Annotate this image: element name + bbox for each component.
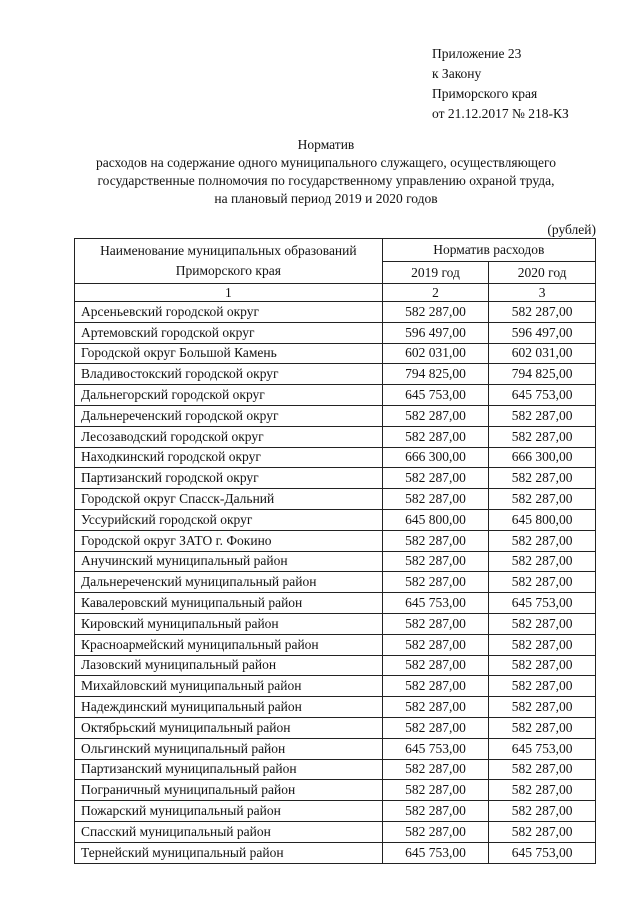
value-2019: 645 753,00 [382, 385, 489, 406]
unit-label: (рублей) [547, 222, 596, 237]
value-2020: 582 287,00 [489, 821, 596, 842]
appendix-line: к Закону [432, 66, 482, 81]
table-row [75, 322, 596, 343]
municipality-name: Городской округ Спасск-Дальний [75, 489, 383, 510]
municipality-name: Кавалеровский муниципальный район [75, 593, 383, 614]
municipality-name: Тернейский муниципальный район [75, 842, 383, 863]
municipality-name: Анучинский муниципальный район [75, 551, 383, 572]
value-2020: 582 287,00 [489, 468, 596, 489]
value-2020: 582 287,00 [489, 551, 596, 572]
norms-table [74, 238, 596, 864]
appendix-block [432, 44, 569, 124]
table-row [75, 655, 596, 676]
value-2019: 582 287,00 [382, 302, 489, 323]
document-title [40, 136, 612, 208]
value-2019: 582 287,00 [382, 697, 489, 718]
value-2020: 645 753,00 [489, 385, 596, 406]
municipality-name: Лесозаводский городской округ [75, 426, 383, 447]
municipality-name: Пограничный муниципальный район [75, 780, 383, 801]
value-2019: 582 287,00 [382, 572, 489, 593]
value-2020: 582 287,00 [489, 302, 596, 323]
value-2019: 645 753,00 [382, 593, 489, 614]
value-2019: 582 287,00 [382, 655, 489, 676]
table-row [75, 759, 596, 780]
table-row [75, 364, 596, 385]
value-2020: 582 287,00 [489, 697, 596, 718]
header-year-2020: 2020 год [489, 261, 596, 284]
municipality-name: Дальнегорский городской округ [75, 385, 383, 406]
value-2019: 582 287,00 [382, 780, 489, 801]
value-2020: 582 287,00 [489, 717, 596, 738]
value-2020: 666 300,00 [489, 447, 596, 468]
table-row [75, 738, 596, 759]
title-line: государственные полномочия по государственному управлению охраной труда, [97, 173, 555, 188]
value-2020: 582 287,00 [489, 634, 596, 655]
table-row [75, 343, 596, 364]
value-2019: 582 287,00 [382, 717, 489, 738]
value-2019: 582 287,00 [382, 551, 489, 572]
value-2019: 645 753,00 [382, 842, 489, 863]
value-2020: 582 287,00 [489, 405, 596, 426]
header-year-2019: 2019 год [382, 261, 489, 284]
value-2020: 645 753,00 [489, 738, 596, 759]
value-2019: 645 753,00 [382, 738, 489, 759]
value-2020: 582 287,00 [489, 801, 596, 822]
value-2020: 645 753,00 [489, 593, 596, 614]
municipality-name: Лазовский муниципальный район [75, 655, 383, 676]
table-row [75, 530, 596, 551]
value-2019: 794 825,00 [382, 364, 489, 385]
municipality-name: Городской округ ЗАТО г. Фокино [75, 530, 383, 551]
value-2019: 582 287,00 [382, 530, 489, 551]
table-row [75, 780, 596, 801]
table-row [75, 447, 596, 468]
municipality-name: Кировский муниципальный район [75, 613, 383, 634]
municipality-name: Надеждинский муниципальный район [75, 697, 383, 718]
value-2020: 582 287,00 [489, 530, 596, 551]
municipality-name: Дальнереченский городской округ [75, 405, 383, 426]
municipality-name: Арсеньевский городской округ [75, 302, 383, 323]
value-2019: 582 287,00 [382, 801, 489, 822]
table-row [75, 634, 596, 655]
table-row [75, 697, 596, 718]
value-2020: 645 800,00 [489, 509, 596, 530]
municipality-name: Красноармейский муниципальный район [75, 634, 383, 655]
value-2019: 582 287,00 [382, 405, 489, 426]
table-row [75, 426, 596, 447]
col-number-3: 3 [489, 284, 596, 302]
col-number-2: 2 [382, 284, 489, 302]
table-row [75, 509, 596, 530]
header-name: Наименование муниципальных образований Приморского края [75, 239, 383, 284]
value-2020: 582 287,00 [489, 613, 596, 634]
value-2020: 602 031,00 [489, 343, 596, 364]
appendix-line: Приложение 23 [432, 46, 522, 61]
table-row [75, 593, 596, 614]
value-2020: 582 287,00 [489, 489, 596, 510]
table-row [75, 302, 596, 323]
table-row [75, 551, 596, 572]
municipality-name: Дальнереченский муниципальный район [75, 572, 383, 593]
table-row [75, 385, 596, 406]
municipality-name: Артемовский городской округ [75, 322, 383, 343]
title-line: на плановый период 2019 и 2020 годов [214, 191, 438, 206]
table-row [75, 489, 596, 510]
value-2019: 582 287,00 [382, 821, 489, 842]
value-2019: 596 497,00 [382, 322, 489, 343]
table-body [75, 302, 596, 864]
table-row [75, 405, 596, 426]
municipality-name: Уссурийский городской округ [75, 509, 383, 530]
value-2019: 666 300,00 [382, 447, 489, 468]
value-2019: 645 800,00 [382, 509, 489, 530]
value-2019: 582 287,00 [382, 489, 489, 510]
table-row [75, 842, 596, 863]
table-row [75, 572, 596, 593]
table-row [75, 468, 596, 489]
value-2019: 582 287,00 [382, 426, 489, 447]
value-2020: 582 287,00 [489, 655, 596, 676]
value-2020: 645 753,00 [489, 842, 596, 863]
value-2019: 602 031,00 [382, 343, 489, 364]
table-row [75, 821, 596, 842]
municipality-name: Пожарский муниципальный район [75, 801, 383, 822]
municipality-name: Городской округ Большой Камень [75, 343, 383, 364]
value-2020: 794 825,00 [489, 364, 596, 385]
municipality-name: Партизанский городской округ [75, 468, 383, 489]
appendix-line: от 21.12.2017 № 218-КЗ [432, 106, 569, 121]
municipality-name: Октябрьский муниципальный район [75, 717, 383, 738]
value-2019: 582 287,00 [382, 468, 489, 489]
title-line: расходов на содержание одного муниципального служащего, осуществляющего [95, 155, 556, 170]
title-line: Норматив [297, 137, 355, 152]
table-row [75, 717, 596, 738]
value-2020: 582 287,00 [489, 780, 596, 801]
value-2020: 582 287,00 [489, 676, 596, 697]
value-2020: 582 287,00 [489, 426, 596, 447]
municipality-name: Спасский муниципальный район [75, 821, 383, 842]
municipality-name: Владивостокский городской округ [75, 364, 383, 385]
municipality-name: Партизанский муниципальный район [75, 759, 383, 780]
municipality-name: Михайловский муниципальный район [75, 676, 383, 697]
table-row [75, 613, 596, 634]
value-2019: 582 287,00 [382, 759, 489, 780]
table-row [75, 801, 596, 822]
value-2020: 582 287,00 [489, 572, 596, 593]
value-2020: 582 287,00 [489, 759, 596, 780]
value-2019: 582 287,00 [382, 613, 489, 634]
value-2020: 596 497,00 [489, 322, 596, 343]
appendix-line: Приморского края [432, 86, 538, 101]
municipality-name: Ольгинский муниципальный район [75, 738, 383, 759]
value-2019: 582 287,00 [382, 676, 489, 697]
header-group: Норматив расходов [382, 239, 595, 262]
table-row [75, 676, 596, 697]
value-2019: 582 287,00 [382, 634, 489, 655]
municipality-name: Находкинский городской округ [75, 447, 383, 468]
col-number-1: 1 [75, 284, 383, 302]
